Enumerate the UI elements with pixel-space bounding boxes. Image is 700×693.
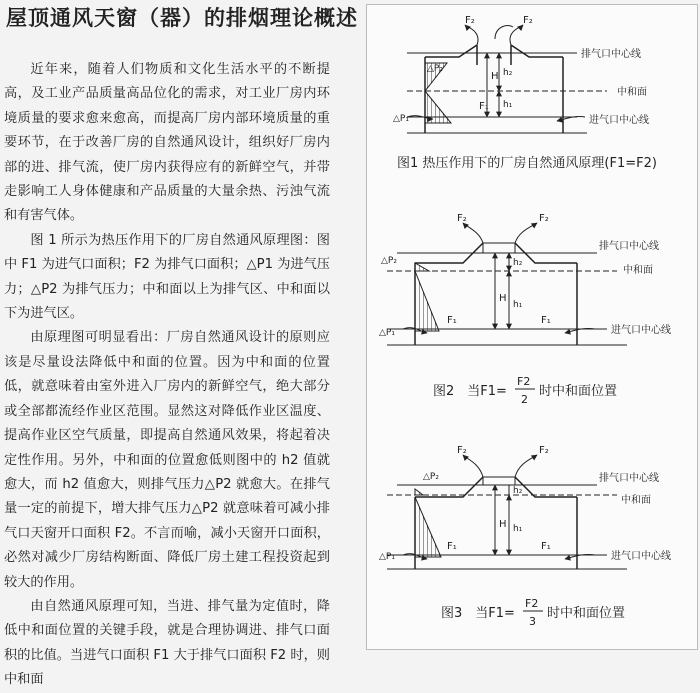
fig2-dP2: △P₂ xyxy=(381,256,397,266)
fig2-F2-right: F₂ xyxy=(539,213,549,224)
article-body xyxy=(4,58,330,693)
fig2-F1-left: F₁ xyxy=(447,315,457,326)
fig1-intake-label: 进气口中心线 xyxy=(589,115,649,126)
figure-panel xyxy=(366,4,698,650)
fig3-neutral-label: 中和面 xyxy=(621,495,651,506)
svg-text:图3 当F1=: 图3 当F1= xyxy=(441,606,515,621)
fig3-intake-label: 进气口中心线 xyxy=(611,551,671,562)
svg-text:F2: F2 xyxy=(525,597,539,610)
fig1-h1: h₁ xyxy=(503,100,513,110)
figure-3 xyxy=(379,445,671,569)
fig2-exhaust-label: 排气口中心线 xyxy=(599,241,659,252)
figure-2 xyxy=(379,213,671,345)
figure-1-caption: 图1 热压作用下的厂房自然通风原理(F1=F2) xyxy=(397,156,657,171)
fig2-F2-left: F₂ xyxy=(457,213,467,224)
fig3-dP1: △P₁ xyxy=(379,552,395,562)
fig1-dP1: △P₁ xyxy=(393,114,409,124)
fig2-h2: h₂ xyxy=(513,258,523,268)
fig1-dP2: △P₂ xyxy=(427,64,443,74)
article-title: 屋顶通风天窗（器）的排烟理论概述 xyxy=(6,6,358,30)
fig2-dP1: △P₁ xyxy=(379,328,395,338)
fig3-F2-right: F₂ xyxy=(539,445,549,456)
fig2-H: H xyxy=(499,293,507,304)
fig3-F2-left: F₂ xyxy=(457,445,467,456)
fig2-F1-right: F₁ xyxy=(541,315,551,326)
fig3-h1: h₁ xyxy=(513,524,523,534)
figure-1 xyxy=(393,15,649,133)
fig1-exhaust-label: 排气口中心线 xyxy=(581,49,641,60)
fig1-h2: h₂ xyxy=(503,68,513,78)
fig2-neutral-label: 中和面 xyxy=(623,265,653,276)
svg-text:时中和面位置: 时中和面位置 xyxy=(547,606,626,621)
fig2-intake-label: 进气口中心线 xyxy=(611,325,671,336)
fig2-h1: h₁ xyxy=(513,300,523,310)
svg-text:2: 2 xyxy=(521,393,528,406)
paragraph-1: 近年来，随着人们物质和文化生活水平的不断提高，及工业产品质量高品位化的需求，对工业厂房内环境质量的要求愈来愈高，而提高厂房内部环境质量的重要环节，在于改善厂房的自然通风设计，组织好厂房内部的进、排气流，使厂房内获得应有的新鲜空气，并带走影响工人身体健康和产品质量的大量余热、污浊气流和有害气体。 xyxy=(4,62,330,224)
svg-text:图2 当F1=: 图2 当F1= xyxy=(433,384,507,399)
fig3-dP2: △P₂ xyxy=(423,472,439,482)
svg-text:时中和面位置: 时中和面位置 xyxy=(539,384,618,399)
fig3-H: H xyxy=(499,519,507,530)
paragraph-2: 图 1 所示为热压作用下的厂房自然通风原理图：图中 F1 为进气口面积；F2 为排气口面积；△P1 为进气压力；△P2 为排气压力；中和面以上为排气区、中和面以下为进气区。 xyxy=(4,232,330,322)
svg-text:3: 3 xyxy=(529,615,536,628)
paragraph-3: 由原理图可明显看出：厂房自然通风设计的原则应该是尽量设法降低中和面的位置。因为中和面的位置低，就意味着由室外进入厂房内的新鲜空气，绝大部分或全部都流经作业区范围。显然这对降低作业区温度、提高作业区空气质量，即提高自然通风效果，将起着决定性作用。另外，中和面的位置愈低则图中的 h2 值就愈大，而 h2 值愈大，则排气压力△P2 就愈大。在排气量一定的前提下，增大排气压力△P2 就意味着可减小排气口天窗开口面积 F2。不言而喻，减小天窗开口面积，必然对减少厂房结构断面、降低厂房土建工程投资起到较大的作用。 xyxy=(4,330,330,590)
fig1-F2-right: F₂ xyxy=(523,15,533,26)
fig3-h2: h₂ xyxy=(513,486,523,496)
fig1-F1: F₁ xyxy=(479,101,489,112)
svg-text:F2: F2 xyxy=(517,375,531,388)
figure-3-caption xyxy=(441,597,625,628)
paragraph-4: 由自然通风原理可知，当进、排气量为定值时，降低中和面位置的关键手段，就是合理协调进、排气口面积的比值。当进气口面积 F1 大于排气口面积 F2 时，则中和面 xyxy=(4,598,330,688)
fig3-exhaust-label: 排气口中心线 xyxy=(599,473,659,484)
fig1-neutral-label: 中和面 xyxy=(617,87,647,98)
fig1-F2-left: F₂ xyxy=(465,15,475,26)
figures-svg xyxy=(367,5,697,649)
figure-2-caption xyxy=(433,375,617,406)
fig3-F1-right: F₁ xyxy=(541,541,551,552)
fig1-H: H xyxy=(491,71,499,82)
fig3-F1-left: F₁ xyxy=(447,541,457,552)
